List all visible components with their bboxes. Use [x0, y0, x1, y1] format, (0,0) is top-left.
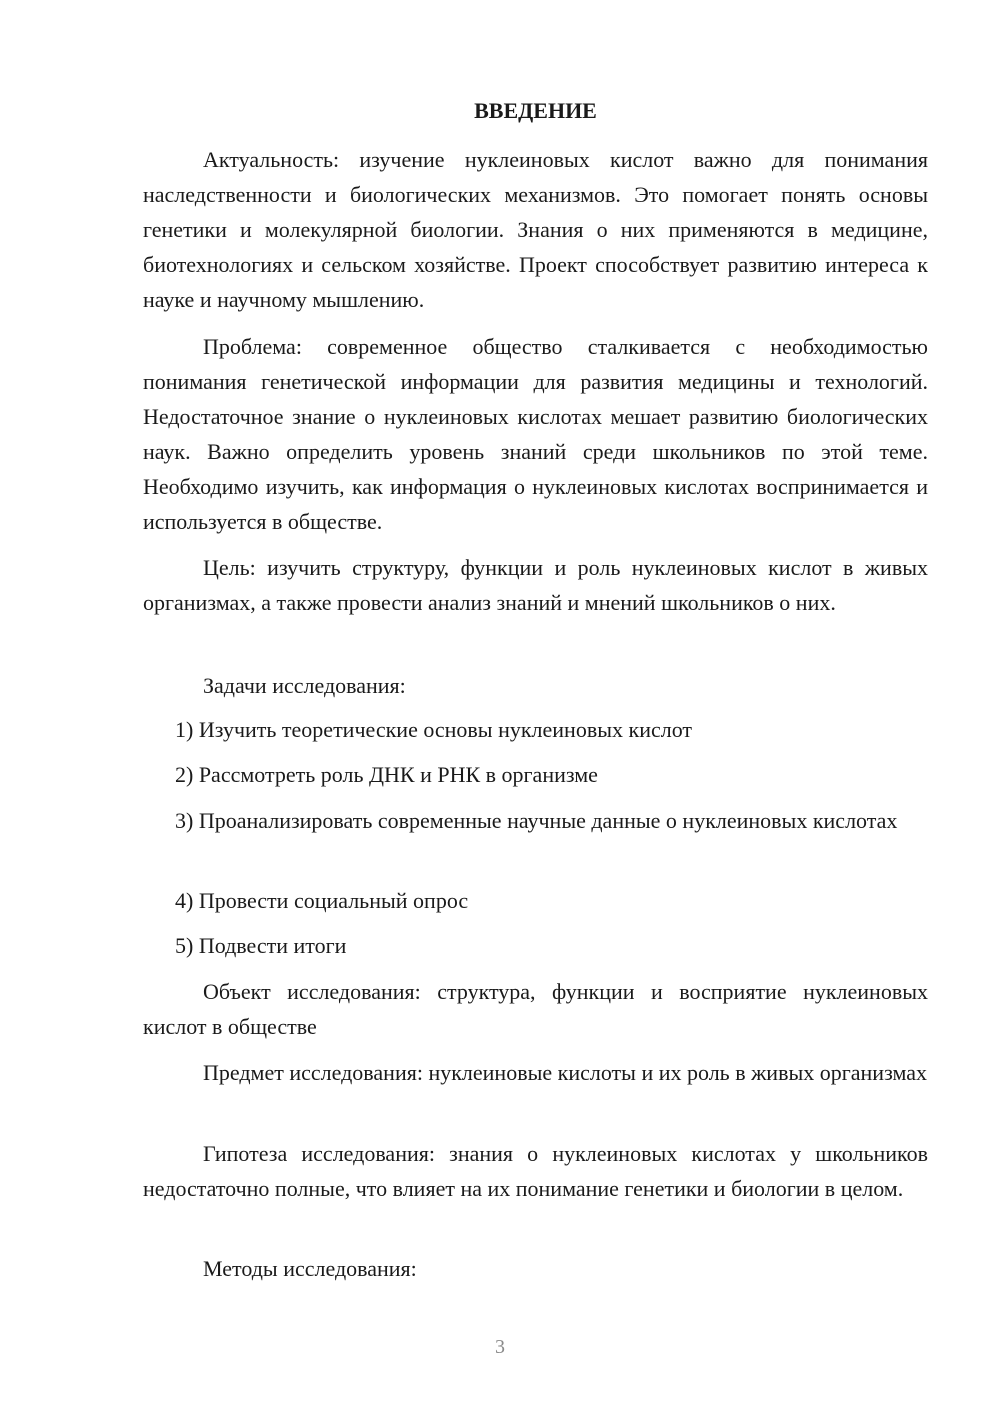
- subject-paragraph: Предмет исследования: нуклеиновые кислоты и их роль в живых организмах: [203, 1060, 927, 1085]
- tasks-heading: Задачи исследования:: [203, 673, 406, 698]
- task-item-3: 3) Проанализировать современные научные данные о нуклеиновых кислотах: [175, 808, 898, 833]
- task-item-5: 5) Подвести итоги: [175, 933, 347, 958]
- relevance-paragraph: Актуальность: изучение нуклеиновых кислот важно для понимания наследственности и биологических механизмов. Это помогает понять основы генетики и молекулярной биологии. Знания о них применяются в медицине, биотехнологиях и сельском хозяйстве. Проект способствует развитию интереса к науке и научному мышлению.: [143, 147, 928, 312]
- task-item-2: 2) Рассмотреть роль ДНК и РНК в организме: [175, 762, 598, 787]
- task-item-1: 1) Изучить теоретические основы нуклеиновых кислот: [175, 717, 693, 742]
- task-item-4: 4) Провести социальный опрос: [175, 888, 469, 913]
- section-title: ВВЕДЕНИЕ: [474, 98, 597, 123]
- object-paragraph: Объект исследования: структура, функции и восприятие нуклеиновых кислот в обществе: [143, 979, 928, 1039]
- page-number: 3: [495, 1336, 505, 1358]
- methods-heading: Методы исследования:: [203, 1256, 417, 1281]
- hypothesis-paragraph: Гипотеза исследования: знания о нуклеиновых кислотах у школьников недостаточно полные, что влияет на их понимание генетики и биологии в целом.: [143, 1141, 928, 1201]
- problem-paragraph: Проблема: современное общество сталкивается с необходимостью понимания генетической информации для развития медицины и технологий. Недостаточное знание о нуклеиновых кислотах мешает развитию биологических наук. Важно определить уровень знаний среди школьников по этой теме. Необходимо изучить, как информация о нуклеиновых кислотах воспринимается и используется в обществе.: [143, 334, 928, 534]
- goal-paragraph: Цель: изучить структуру, функции и роль нуклеиновых кислот в живых организмах, а также провести анализ знаний и мнений школьников о них.: [143, 555, 928, 615]
